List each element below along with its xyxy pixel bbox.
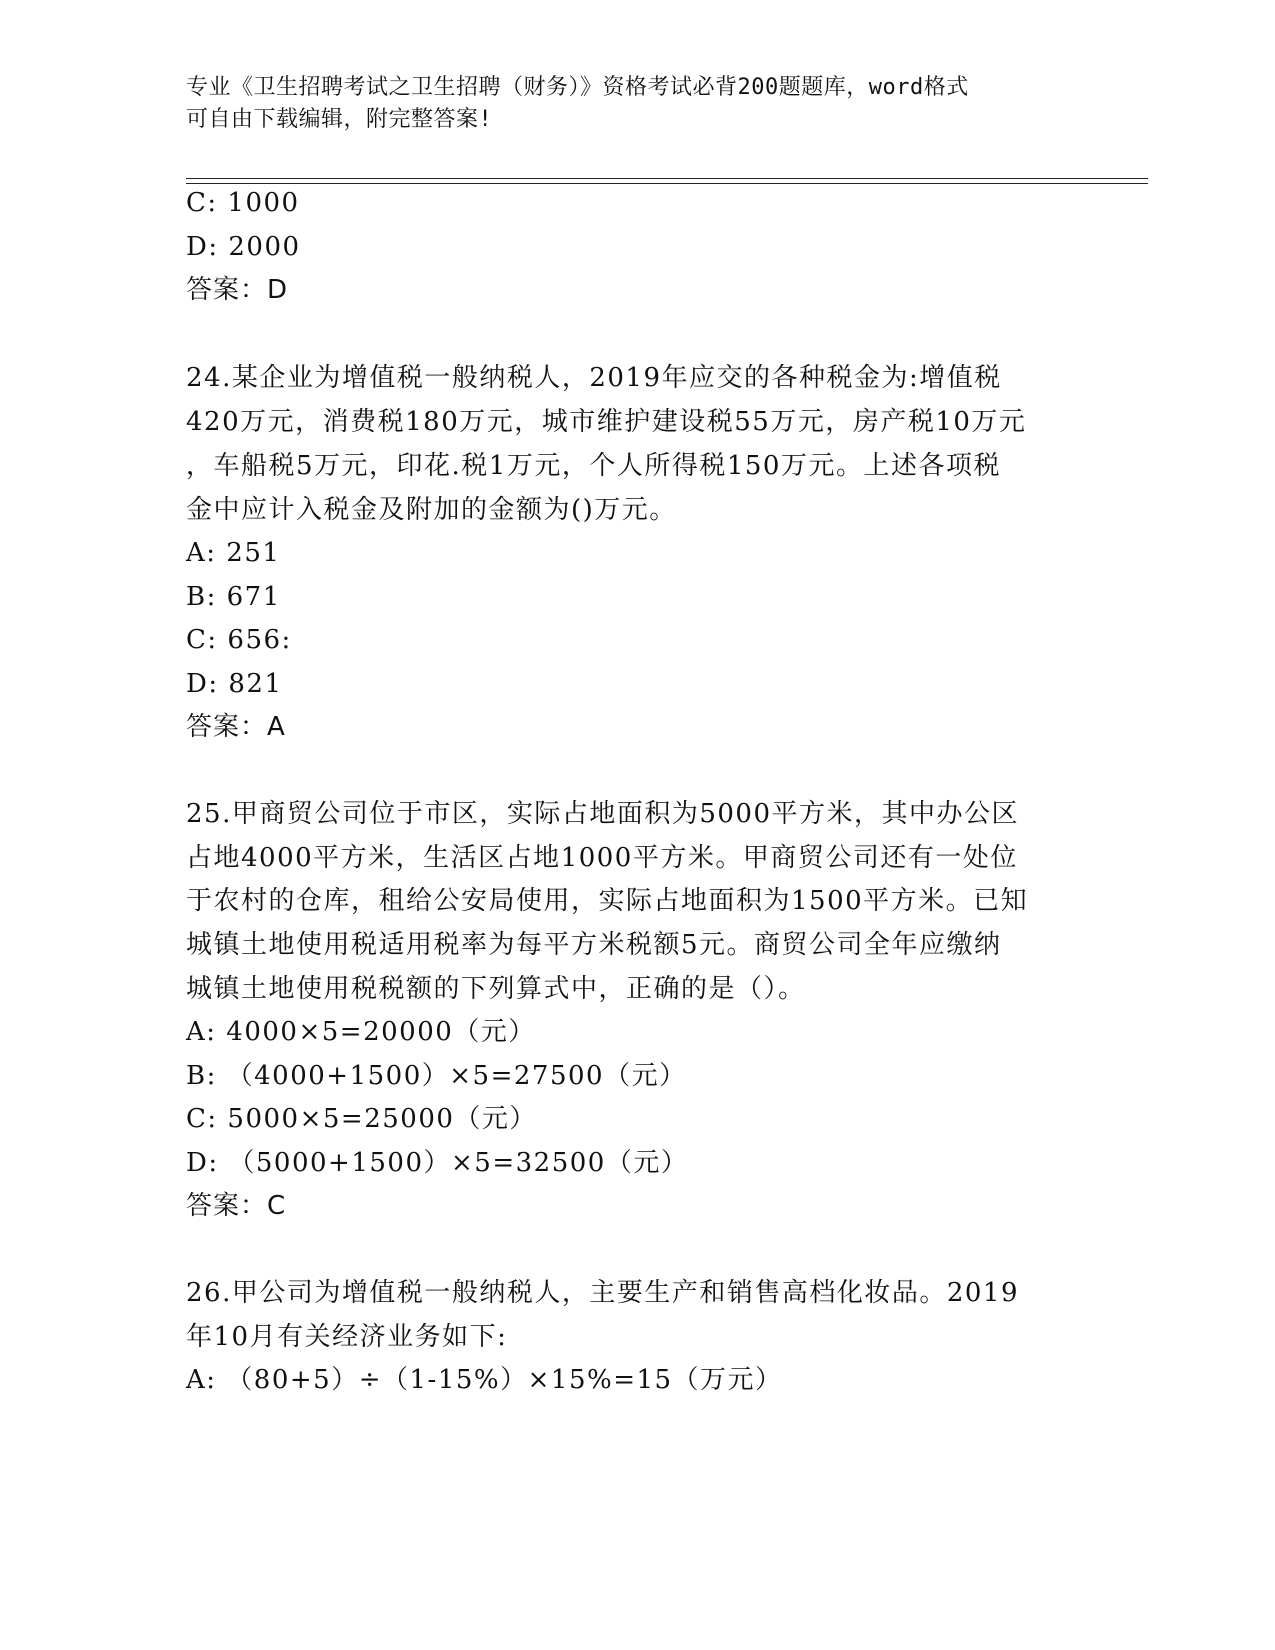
q23-option-c: C: 1000 bbox=[186, 188, 300, 218]
q24-stem-line-4: 金中应计入税金及附加的金额为()万元。 bbox=[186, 495, 677, 525]
q23-answer: 答案：D bbox=[186, 275, 289, 305]
q25-option-c: C: 5000×5=25000（元） bbox=[186, 1104, 537, 1134]
q25-stem-line-4: 城镇土地使用税适用税率为每平方米税额5元。商贸公司全年应缴纳 bbox=[186, 930, 1002, 960]
header-title-line-1: 专业《卫生招聘考试之卫生招聘（财务）》资格考试必背200题题库，word格式 bbox=[186, 75, 969, 100]
q24-answer: 答案：A bbox=[186, 712, 286, 742]
q26-option-a: A: （80+5）÷（1-15%）×15%=15（万元） bbox=[186, 1365, 783, 1395]
document-header bbox=[186, 72, 1086, 136]
q25-stem-line-1: 25.甲商贸公司位于市区，实际占地面积为5000平方米，其中办公区 bbox=[186, 799, 1020, 829]
q24-option-a: A: 251 bbox=[186, 538, 281, 568]
q24-stem-line-2: 420万元，消费税180万元，城市维护建设税55万元，房产税10万元 bbox=[186, 407, 1027, 437]
q25-answer: 答案：C bbox=[186, 1191, 287, 1221]
q23-option-d: D: 2000 bbox=[186, 232, 301, 262]
q25-option-b: B: （4000+1500）×5=27500（元） bbox=[186, 1061, 687, 1091]
header-divider-top bbox=[186, 178, 1148, 179]
q25-stem-line-5: 城镇土地使用税税额的下列算式中，正确的是（）。 bbox=[186, 974, 806, 1004]
q25-option-a: A: 4000×5=20000（元） bbox=[186, 1017, 536, 1047]
q24-option-b: B: 671 bbox=[186, 582, 281, 612]
q26-stem-line-2: 年10月有关经济业务如下: bbox=[186, 1322, 508, 1352]
header-divider-bottom bbox=[186, 183, 1148, 184]
q25-stem-line-3: 于农村的仓库，租给公安局使用，实际占地面积为1500平方米。已知 bbox=[186, 886, 1029, 916]
q24-stem-line-1: 24.某企业为增值税一般纳税人，2019年应交的各种税金为:增值税 bbox=[186, 363, 1002, 393]
q24-stem-line-3: ，车船税5万元，印花.税1万元，个人所得税150万元。上述各项税 bbox=[186, 451, 1001, 481]
q26-stem-line-1: 26.甲公司为增值税一般纳税人，主要生产和销售高档化妆品。2019 bbox=[186, 1278, 1020, 1308]
q25-option-d: D: （5000+1500）×5=32500（元） bbox=[186, 1148, 689, 1178]
q24-option-d: D: 821 bbox=[186, 669, 283, 699]
q25-stem-line-2: 占地4000平方米，生活区占地1000平方米。甲商贸公司还有一处位 bbox=[186, 843, 1018, 873]
header-title-line-2: 可自由下载编辑，附完整答案! bbox=[186, 107, 493, 132]
q24-option-c: C: 656: bbox=[186, 625, 292, 655]
